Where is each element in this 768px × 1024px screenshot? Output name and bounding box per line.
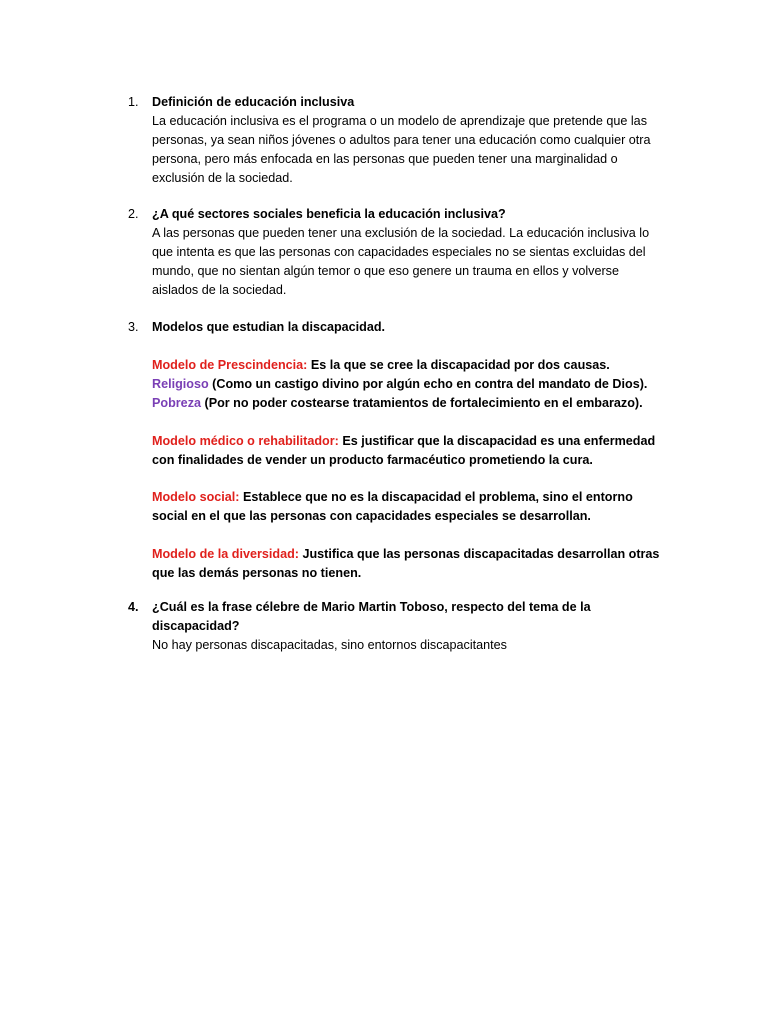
list-item-2 xyxy=(128,205,668,300)
item-number: 1. xyxy=(128,95,139,109)
model-social xyxy=(152,488,668,526)
item-number: 2. xyxy=(128,207,139,221)
model-text: (Por no poder costearse tratamientos de fortalecimiento en el embarazo). xyxy=(201,395,643,410)
model-text: Es la que se cree la discapacidad por dos causas. xyxy=(307,357,610,372)
item-body xyxy=(152,598,668,655)
model-medico xyxy=(152,432,668,470)
item-heading: ¿Cuál es la frase célebre de Mario Martin Toboso, respecto del tema de la discapacidad? xyxy=(152,600,591,633)
item-heading: ¿A qué sectores sociales beneficia la educación inclusiva? xyxy=(152,207,506,221)
model-name: Modelo de Prescindencia: xyxy=(152,357,308,372)
item-body xyxy=(152,318,668,583)
model-name: Modelo médico o rehabilitador: xyxy=(152,433,339,448)
model-text: Es justificar que la discapacidad es una enfermedad con finalidades de vender un producto farmacéutico prometiendo la cura. xyxy=(152,433,656,467)
model-text: Establece que no es la discapacidad el problema, sino el entorno social en el que las personas con capacidades especiales se desarrollan. xyxy=(152,490,633,524)
model-name: Modelo de la diversidad: xyxy=(152,547,299,562)
model-text: Justifica que las personas discapacitadas desarrollan otras que las demás personas no tienen. xyxy=(152,547,660,581)
model-prescindencia xyxy=(152,356,668,413)
item-text: No hay personas discapacitadas, sino entornos discapacitantes xyxy=(152,637,507,652)
model-cause-religioso: Religioso xyxy=(152,376,209,391)
item-number: 4. xyxy=(128,600,139,614)
item-heading: Definición de educación inclusiva xyxy=(152,95,355,109)
model-diversidad xyxy=(152,545,668,583)
item-heading: Modelos que estudian la discapacidad. xyxy=(152,320,386,334)
list-item-3 xyxy=(128,318,668,583)
model-name: Modelo social: xyxy=(152,490,240,505)
item-text: La educación inclusiva es el programa o un modelo de aprendizaje que pretende que las personas, ya sean niños jóvenes o adultos para tener una educación como cualquier otra persona, pero más enfocada en las personas que pueden tener una marginalidad o exclusión de la sociedad. xyxy=(152,113,651,185)
model-text: (Como un castigo divino por algún echo en contra del mandato de Dios). xyxy=(208,376,648,391)
list-item-4 xyxy=(128,598,668,655)
item-body xyxy=(152,205,668,300)
item-number: 3. xyxy=(128,320,139,334)
item-body xyxy=(152,93,668,188)
model-cause-pobreza: Pobreza xyxy=(152,395,201,410)
item-text: A las personas que pueden tener una exclusión de la sociedad. La educación inclusiva lo que intenta es que las personas con capacidades especiales no se sientas excluidas del mundo, que no sientan algún temor o que eso genere un trauma en ellos y volverse aislados de la sociedad. xyxy=(152,225,650,297)
list-item-1 xyxy=(128,93,668,188)
